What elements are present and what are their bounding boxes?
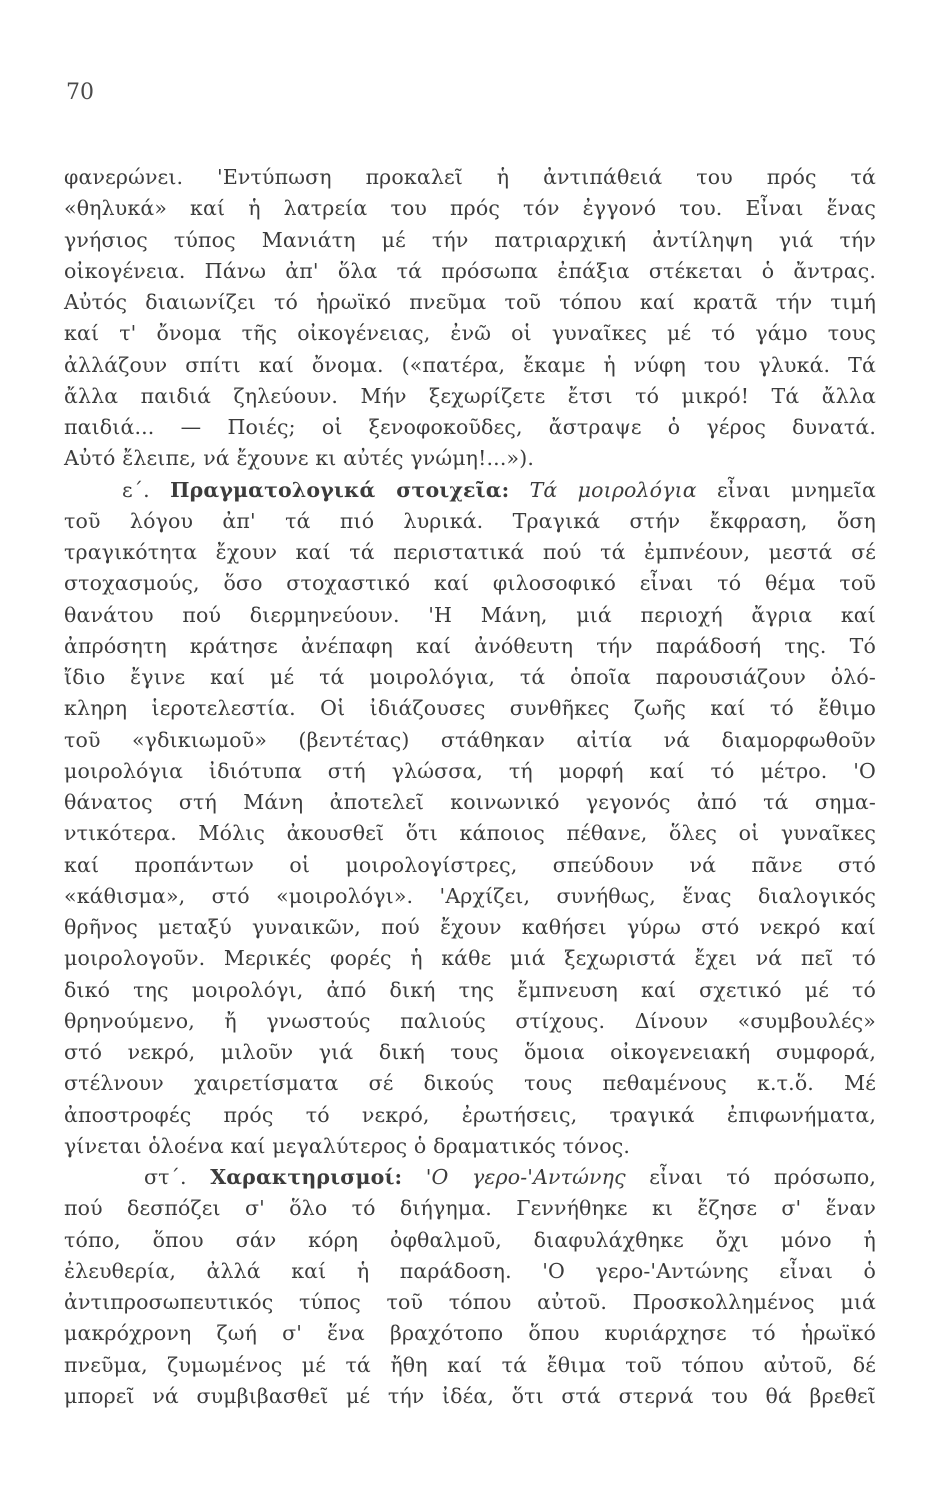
text-line: μοιρολογοῦν. Μερικές φορές ἡ κάθε μιά ξεχωριστά ἔχει νά πεῖ τό xyxy=(64,946,876,971)
text-line: ντικότερα. Μόλις ἀκουσθεῖ ὅτι κάποιος πέθανε, ὅλες οἱ γυναῖκες xyxy=(64,821,876,846)
text-line: πνεῦμα, ζυμωμένος μέ τά ἤθη καί τά ἔθιμα τοῦ τόπου αὐτοῦ, δέ xyxy=(64,1352,876,1377)
text-line: στό νεκρό, μιλοῦν γιά δική τους ὅμοια οἰκογενειακή συμφορά, xyxy=(64,1040,876,1064)
text-line: γίνεται ὁλοένα καί μεγαλύτερος ὁ δραματικός τόνος. xyxy=(64,1133,631,1158)
section-heading-line xyxy=(64,1162,876,1193)
text-line: τόπο, ὅπου σάν κόρη ὀφθαλμοῦ, διαφυλάχθηκε ὄχι μόνο ἡ xyxy=(64,1227,876,1252)
text-line: κληρη ἱεροτελεστία. Οἱ ἰδιάζουσες συνθῆκες ζωῆς καί τό ἔθιμο xyxy=(64,696,876,721)
text-line: ἀποστροφές πρός τό νεκρό, ἐρωτήσεις, τραγικά ἐπιφωνήματα, xyxy=(64,1102,876,1127)
text-line: μπορεῖ νά συμβιβασθεῖ μέ τήν ἰδέα, ὅτι στά στερνά του θά βρεθεῖ xyxy=(64,1383,876,1408)
text-line: ἀλλάζουν σπίτι καί ὄνομα. («πατέρα, ἔκαμε ἡ νύφη του γλυκά. Τά xyxy=(64,352,876,377)
text-line: θάνατος στή Μάνη ἀποτελεῖ κοινωνικό γεγονός ἀπό τά σημα- xyxy=(64,790,876,814)
text-line: ἀπρόσητη κράτησε ἀνέπαφη καί ἀνόθευτη τήν παράδοσή της. Τό xyxy=(64,633,876,658)
text-line: ἐλευθερία, ἀλλά καί ἡ παράδοση. 'Ο γερο-'Αντώνης εἶναι ὁ xyxy=(64,1258,876,1283)
text-line: φανερώνει. 'Εντύπωση προκαλεῖ ἡ ἀντιπάθειά του πρός τά xyxy=(64,165,876,189)
text-line: ἄλλα παιδιά ζηλεύουν. Μήν ξεχωρίζετε ἔτσι τό μικρό! Τά ἄλλα xyxy=(64,383,876,408)
heading-line-rest: εἶναι μνημεῖα xyxy=(717,477,876,502)
text-line: καί τ' ὄνομα τῆς οἰκογένειας, ἐνῶ οἱ γυναῖκες μέ τό γάμο τους xyxy=(64,321,876,346)
text-line: θρηνούμενο, ἤ γνωστούς παλιούς στίχους. Δίνουν «συμβουλές» xyxy=(64,1008,876,1033)
text-line: «θηλυκά» καί ἡ λατρεία του πρός τόν ἐγγονό του. Εἶναι ἕνας xyxy=(64,196,876,221)
text-line: παιδιά... — Ποιές; οἱ ξενοφοκοῦδες, ἄστραψε ὁ γέρος δυνατά. xyxy=(64,415,876,439)
text-line: τοῦ λόγου ἀπ' τά πιό λυρικά. Τραγικά στήν ἔκφραση, ὅση xyxy=(64,508,876,533)
text-line: στοχασμούς, ὅσο στοχαστικό καί φιλοσοφικό εἶναι τό θέμα τοῦ xyxy=(64,571,876,596)
text-line: πού δεσπόζει σ' ὅλο τό διήγημα. Γεννήθηκε κι ἔζησε σ' ἕναν xyxy=(64,1196,876,1221)
text-line: τραγικότητα ἔχουν καί τά περιστατικά πού τά ἐμπνέουν, μεστά σέ xyxy=(64,540,876,564)
text-line: οἰκογένεια. Πάνω ἀπ' ὅλα τά πρόσωπα ἐπάξια στέκεται ὁ ἄντρας. xyxy=(64,258,876,283)
text-line: ἴδιο ἔγινε καί μέ τά μοιρολόγια, τά ὁποῖα παρουσιάζουν ὁλό- xyxy=(64,665,876,689)
text-line: ἀντιπροσωπευτικός τύπος τοῦ τόπου αὐτοῦ. Προσκολλημένος μιά xyxy=(64,1290,876,1314)
text-line: θρῆνος μεταξύ γυναικῶν, πού ἔχουν καθήσει γύρω στό νεκρό καί xyxy=(64,915,876,939)
section-marker: ε΄. xyxy=(122,477,150,502)
text-line: δικό της μοιρολόγι, ἀπό δική της ἔμπνευση καί σχετικό μέ τό xyxy=(64,977,876,1002)
text-line: μοιρολόγια ἰδιότυπα στή γλώσσα, τή μορφή καί τό μέτρο. 'Ο xyxy=(64,758,876,783)
section-heading-line xyxy=(64,475,876,506)
text-line: «κάθισμα», στό «μοιρολόγι». 'Αρχίζει, συνήθως, ἕνας διαλογικός xyxy=(64,883,876,908)
section-term: 'Ο γερο-'Αντώνης xyxy=(425,1165,626,1189)
section-heading: Χαρακτηρισμοί: xyxy=(210,1165,403,1189)
text-line: θανάτου πού διερμηνεύουν. 'Η Μάνη, μιά περιοχή ἄγρια καί xyxy=(64,602,876,627)
text-line: τοῦ «γδικιωμοῦ» (βεντέτας) στάθηκαν αἰτία νά διαμορφωθοῦν xyxy=(64,727,876,752)
text-line: γνήσιος τύπος Μανιάτη μέ τήν πατριαρχική ἀντίληψη γιά τήν xyxy=(64,227,876,252)
page-number: 70 xyxy=(66,80,94,105)
heading-line-rest: εἶναι τό πρόσωπο, xyxy=(649,1165,876,1189)
section-marker: στ΄. xyxy=(144,1165,187,1189)
section-heading: Πραγματολογικά στοιχεῖα: xyxy=(170,477,510,502)
section-term: Τά μοιρολόγια xyxy=(529,477,697,502)
text-line: μακρόχρονη ζωή σ' ἕνα βραχότοπο ὅπου κυριάρχησε τό ἡρωϊκό xyxy=(64,1321,876,1346)
text-line: Αὐτό ἔλειπε, νά ἔχουνε κι αὐτές γνώμη!...»). xyxy=(64,446,535,471)
text-line: Αὐτός διαιωνίζει τό ἡρωϊκό πνεῦμα τοῦ τόπου καί κρατᾶ τήν τιμή xyxy=(64,290,876,314)
body-text xyxy=(64,162,876,1412)
text-line: στέλνουν χαιρετίσματα σέ δικούς τους πεθαμένους κ.τ.ὅ. Μέ xyxy=(64,1071,876,1096)
text-line: καί προπάντων οἱ μοιρολογίστρες, σπεύδουν νά πᾶνε στό xyxy=(64,852,876,877)
